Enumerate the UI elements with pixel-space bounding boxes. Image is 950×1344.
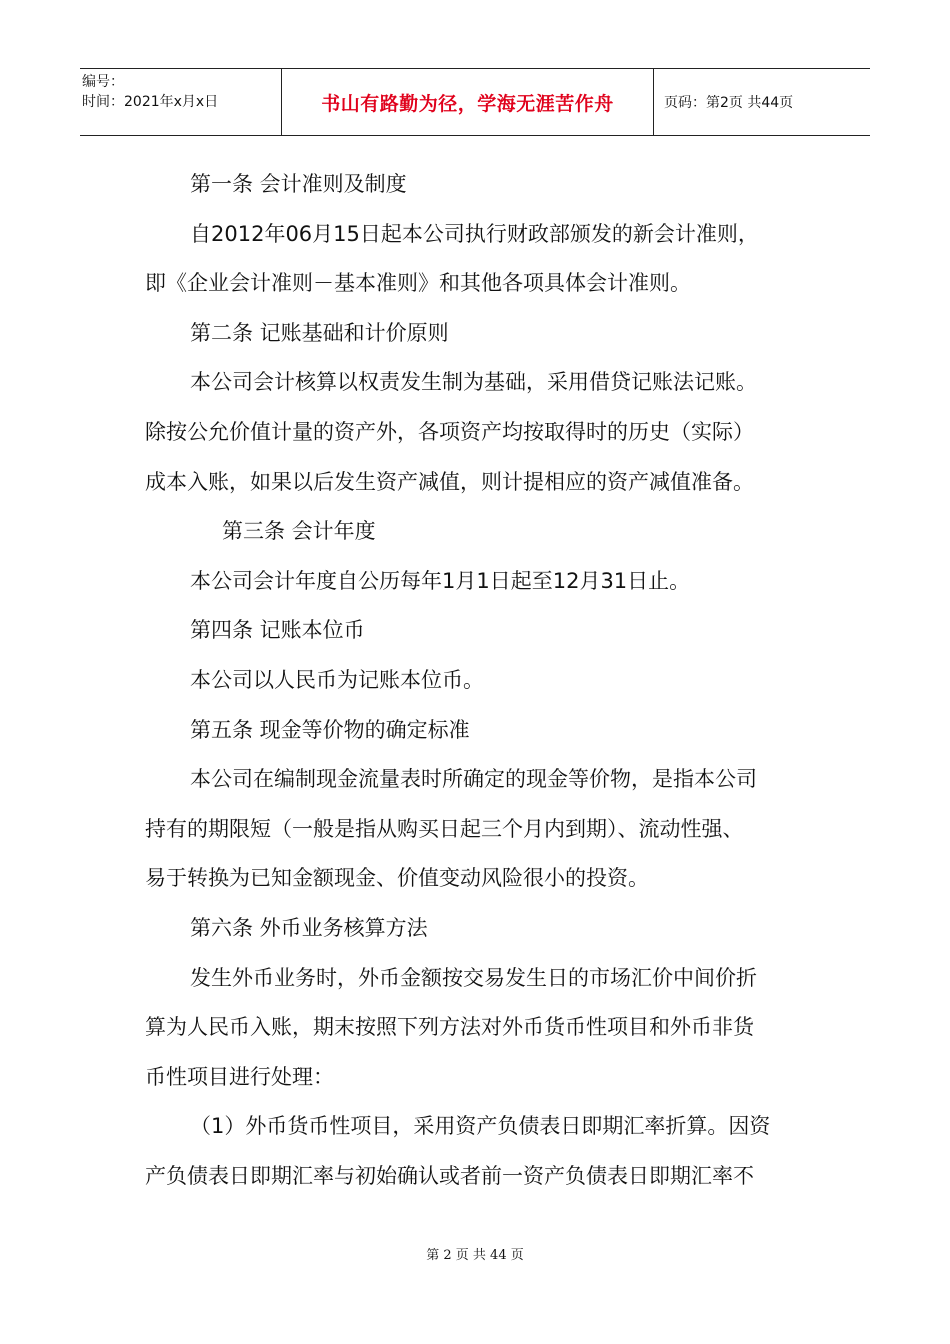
document-body <box>145 160 810 1201</box>
body-line: 本公司以人民币为记账本位币。 <box>190 667 484 692</box>
body-line: 产负债表日即期汇率与初始确认或者前一资产负债表日即期汇率不 <box>145 1163 754 1188</box>
body-line: 本公司在编制现金流量表时所确定的现金等价物，是指本公司 <box>190 767 757 792</box>
body-line: 成本入账，如果以后发生资产减值，则计提相应的资产减值准备。 <box>145 469 754 494</box>
body-line: 第六条 外币业务核算方法 <box>190 915 428 940</box>
body-line: 即《企业会计准则－基本准则》和其他各项具体会计准则。 <box>145 271 691 296</box>
body-line: 第二条 记账基础和计价原则 <box>190 320 449 345</box>
body-line: 自2012年06月15日起本公司执行财政部颁发的新会计准则， <box>190 221 759 246</box>
body-line: 除按公允价值计量的资产外，各项资产均按取得时的历史（实际） <box>145 419 754 444</box>
header-page-info: 页码：第2页 共44页 <box>664 95 794 111</box>
document-date-label: 时间：2021年x月x日 <box>82 94 219 110</box>
header-motto: 书山有路勤为径，学海无涯苦作舟 <box>282 69 654 135</box>
document-number-label: 编号： <box>82 74 124 90</box>
page-footer: 第 2 页 共 44 页 <box>426 1248 524 1263</box>
body-line: 第五条 现金等价物的确定标准 <box>190 717 470 742</box>
body-line: （1）外币货币性项目，采用资产负债表日即期汇率折算。因资 <box>190 1114 771 1139</box>
body-line: 算为人民币入账，期末按照下列方法对外币货币性项目和外币非货 <box>145 1015 754 1040</box>
body-line: 持有的期限短（一般是指从购买日起三个月内到期）、流动性强、 <box>145 816 744 841</box>
body-line: 第一条 会计准则及制度 <box>190 172 407 196</box>
header-meta <box>80 69 282 135</box>
body-line: 第三条 会计年度 <box>222 519 376 544</box>
body-line: 第四条 记账本位币 <box>190 618 365 643</box>
body-line: 发生外币业务时，外币金额按交易发生日的市场汇价中间价折 <box>190 965 757 990</box>
body-line: 本公司会计年度自公历每年1月1日起至12月31日止。 <box>190 568 691 593</box>
body-line: 币性项目进行处理： <box>145 1064 334 1089</box>
document-header <box>80 68 870 136</box>
body-line: 本公司会计核算以权责发生制为基础，采用借贷记账法记账。 <box>190 370 757 395</box>
body-line: 易于转换为已知金额现金、价值变动风险很小的投资。 <box>145 866 649 891</box>
